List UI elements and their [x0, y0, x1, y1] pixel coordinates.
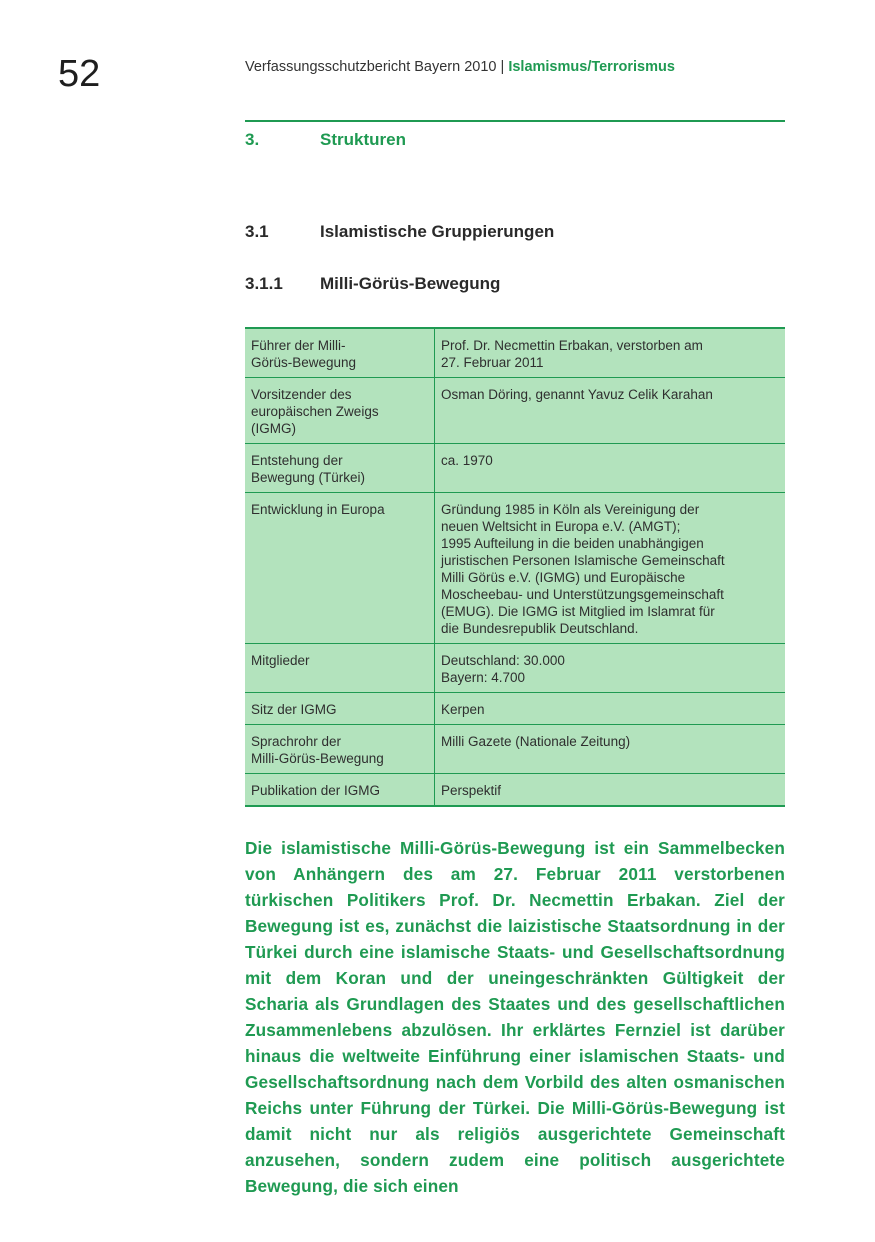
heading-number: 3.1: [245, 222, 269, 241]
table-value: Kerpen: [435, 693, 786, 725]
table-value: Prof. Dr. Necmettin Erbakan, verstorben am 27. Februar 2011: [435, 328, 786, 378]
page-number: 52: [58, 53, 101, 95]
heading-strukturen: [245, 130, 406, 150]
heading-islamistische-gruppierungen: [245, 222, 554, 242]
table-key: Führer der Milli- Görüs-Bewegung: [245, 328, 435, 378]
table-key: Entwicklung in Europa: [245, 493, 435, 644]
table-row: [245, 693, 785, 725]
table-key: Mitglieder: [245, 644, 435, 693]
heading-title: Islamistische Gruppierungen: [320, 222, 555, 241]
table-value: Perspektif: [435, 774, 786, 807]
table-row: [245, 725, 785, 774]
table-key: Entstehung der Bewegung (Türkei): [245, 444, 435, 493]
table-row: [245, 444, 785, 493]
table-row: [245, 774, 785, 807]
table-value: Deutschland: 30.000 Bayern: 4.700: [435, 644, 786, 693]
table-key: Publikation der IGMG: [245, 774, 435, 807]
header-title: Verfassungsschutzbericht Bayern 2010: [245, 59, 497, 75]
table-row: [245, 644, 785, 693]
header-rule: [245, 120, 785, 122]
table-key: Vorsitzender des europäischen Zweigs (IGMG): [245, 378, 435, 444]
body-paragraph: Die islamistische Milli-Görüs-Bewegung ist ein Sammelbecken von Anhängern des am 27. Februar 2011 verstorbenen türkischen Politikers Prof. Dr. Necmettin Erbakan. Ziel der Bewegung ist es, zunächst die laizistische Staatsordnung in der Türkei durch eine islamische Staats- und Gesellschaftsordnung mit dem Koran und der uneingeschränkten Gültigkeit der Scharia als Grundlagen des Staates und des gesellschaftlichen Zusammenlebens abzulösen. Ihr erklärtes Fernziel ist darüber hinaus die weltweite Einführung einer islamischen Staats- und Gesellschaftsordnung nach dem Vorbild des alten osmanischen Reichs unter Führung der Türkei. Die Milli-Görüs-Bewegung ist damit nicht nur als religiös ausgerichtete Gemeinschaft anzusehen, sondern zudem eine politisch ausgerichtete Bewegung, die sich einen: [245, 838, 785, 1197]
header-section: Islamismus/Terrorismus: [508, 59, 675, 75]
heading-number: 3.: [245, 130, 260, 149]
table-value: Gründung 1985 in Köln als Vereinigung der neuen Weltsicht in Europa e.V. (AMGT); 1995 Aufteilung in die beiden unabhängigen juristischen Personen Islamische Gemeinschaft Milli Görüs e.V. (IGMG) und Europäische Moscheebau- und Unterstützungsgemeinschaft (EMUG). Die IGMG ist Mitglied im Islamrat für die Bundesrepublik Deutschland.: [435, 493, 786, 644]
table-key: Sitz der IGMG: [245, 693, 435, 725]
facts-table: [245, 327, 785, 807]
heading-number: 3.1.1: [245, 274, 283, 293]
table-key: Sprachrohr der Milli-Görüs-Bewegung: [245, 725, 435, 774]
heading-title: Milli-Görüs-Bewegung: [320, 274, 501, 293]
table-row: [245, 493, 785, 644]
table-value: Milli Gazete (Nationale Zeitung): [435, 725, 786, 774]
table-value: Osman Döring, genannt Yavuz Celik Karahan: [435, 378, 786, 444]
table-value: ca. 1970: [435, 444, 786, 493]
running-header: [245, 58, 675, 76]
table-row: [245, 328, 785, 378]
table-row: [245, 378, 785, 444]
header-separator: |: [500, 59, 505, 75]
heading-milli-goerues-bewegung: [245, 274, 500, 294]
heading-title: Strukturen: [320, 130, 406, 149]
